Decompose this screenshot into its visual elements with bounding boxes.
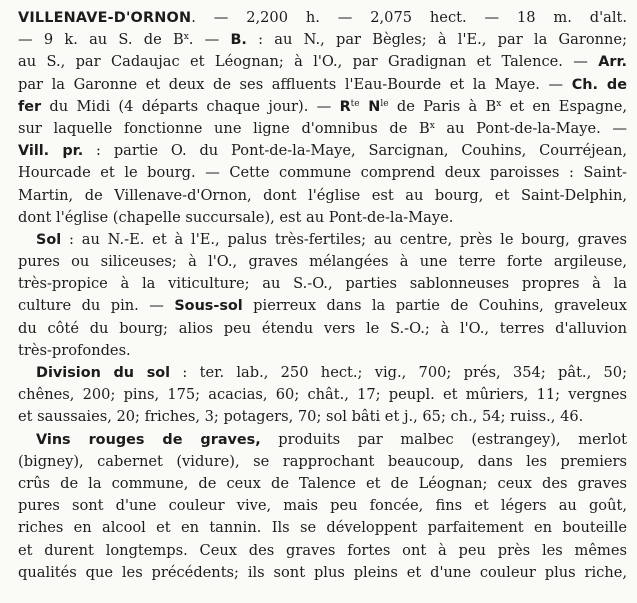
article-title: VILLENAVE-D'ORNON [18,10,192,26]
body-text: et saussaies, 20; friches, 3; potagers, 70; sol bâti et j., 65; ch., 54; ruiss., 46. [18,408,584,426]
body-text: : au N.-E. et à l'E., palus très-fertiles; au centre, près le bourg, graves [61,230,627,248]
body-text: Martin, de Villenave-d'Ornon, dont l'église est au bourg, et Saint-Delphin, [18,186,627,204]
body-text: pures sont d'une couleur vive, mais peu foncée, fins et légers au goût, [18,497,627,515]
body-text: (bigney), cabernet (vidure), se rapprochant beaucoup, dans les premiers [18,452,627,470]
bold-heading: Sol [36,231,62,248]
text-line [18,251,627,273]
body-text: : au N., par Bègles; à l'E., par la Garonne; [246,31,627,49]
body-text: par la Garonne et deux de ses affluents l'Eau-Bourde et la Maye. — [18,75,572,93]
body-text: sur laquelle fonctionne une ligne d'omnibus de B [18,119,430,137]
body-text: : partie O. du Pont-de-la-Maye, Sarcignan, Couhins, Courréjean, [83,142,627,160]
bold-heading: Vill. pr. [18,143,84,160]
body-text: très-profondes. [18,341,131,359]
body-text: dont l'église (chapelle succursale), est au Pont-de-la-Maye. [18,208,454,226]
text-line [18,295,627,317]
body-text: Hourcade et le bourg. — Cette commune comprend deux paroisses : Saint- [18,164,627,182]
body-text: très-propice à la viticulture; au S.-O., parties sablonneuses propres à la [18,275,627,293]
text-line [18,207,627,229]
body-text: au Pont-de-la-Maye. — [434,119,627,137]
body-text: pierreux dans la partie de Couhins, graveleux [242,297,627,315]
text-line [18,51,627,73]
superscript-text: le [380,98,389,109]
superscript-text: x [429,120,435,131]
text-line [18,406,627,428]
text-line [18,495,627,517]
body-text: crûs de la commune, de ceux de Talence et de Léognan; ceux des graves [18,474,627,492]
bold-heading: Vins rouges de graves, [36,431,261,448]
body-text: du côté du bourg; alios peu étendu vers le S.-O.; à l'O., terres d'alluvion [18,319,627,337]
text-line [18,140,627,162]
text-line [18,29,627,51]
text-line [18,451,627,473]
bold-heading: Sous-sol [174,298,243,315]
body-text: du Midi (4 départs chaque jour). — [41,97,340,115]
text-line [18,185,627,207]
bold-heading: Division du sol [36,365,171,381]
body-text: . — [188,31,231,49]
text-line [18,162,627,184]
bold-heading: N [359,98,381,115]
body-text: de Paris à B [388,97,497,115]
text-line [18,429,627,451]
text-line [18,562,627,584]
text-line [18,96,627,118]
text-line [18,229,627,251]
superscript-text: x [496,98,502,109]
text-line [18,318,627,340]
text-line [18,517,627,539]
bold-heading: Arr. [598,54,627,71]
superscript-text: te [350,98,360,109]
body-text: pures ou siliceuses; à l'O., graves mélangées à une terre forte argileuse, [18,253,627,271]
text-line [18,273,627,295]
text-line [18,540,627,562]
text-line [18,362,627,384]
superscript-text: x [183,32,189,43]
bold-heading: Ch. de [571,76,627,93]
text-line [18,384,627,406]
bold-heading: R [339,98,351,115]
body-text: produits par malbec (estrangey), merlot [260,430,627,448]
body-text: riches en alcool et en tannin. Ils se développent parfaitement en bouteille [18,519,627,537]
body-text: — 9 k. au S. de B [18,31,184,49]
body-text: au S., par Cadaujac et Léognan; à l'O., par Gradignan et Talence. — [18,53,599,71]
body-text: et en Espagne, [501,97,627,115]
text-line [18,340,627,362]
text-line [18,74,627,96]
bold-heading: B. [230,32,247,49]
text-line [18,473,627,495]
body-text: : ter. lab., 250 hect.; vig., 700; prés, 354; pât., 50; [170,364,627,381]
body-text: qualités que les précédents; ils sont plus pleins et d'une couleur plus riche, [18,563,627,581]
text-line [18,118,627,140]
body-text: et durent longtemps. Ceux des graves fortes ont à peu près les mêmes [18,541,627,559]
body-text: chênes, 200; pins, 175; acacias, 60; chât., 17; peupl. et mûriers, 11; vergnes [18,386,627,404]
text-line [18,7,627,29]
body-text: culture du pin. — [18,297,175,315]
bold-heading: fer [18,98,42,115]
article-text [18,7,627,584]
body-text: . — 2,200 h. — 2,075 hect. — 18 m. d'alt. [191,9,627,26]
